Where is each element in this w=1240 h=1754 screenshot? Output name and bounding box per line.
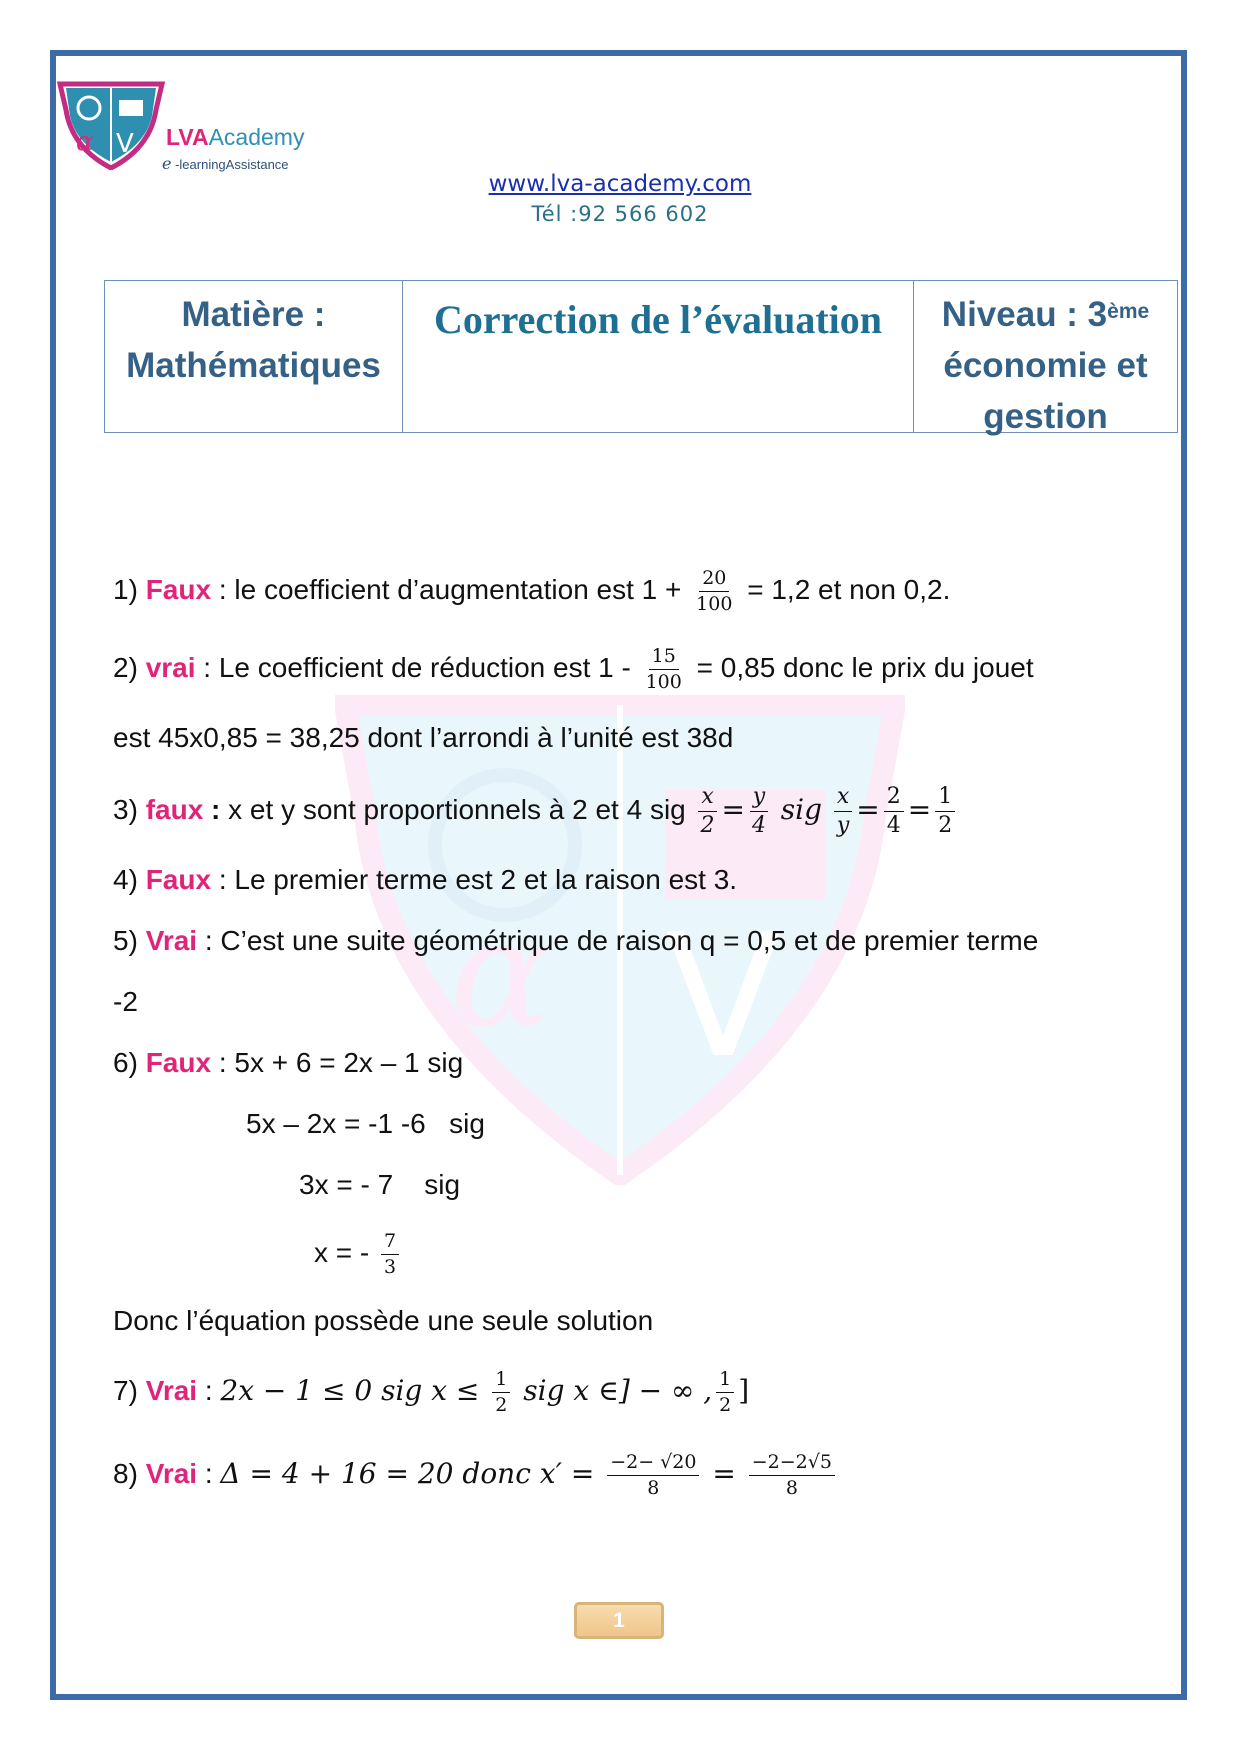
level-line-3: gestion [983,397,1108,436]
answer-3 [113,786,959,837]
fraction-numerator: y [750,786,768,812]
answer-verdict: Vrai [145,925,198,956]
fraction-1-over-2 [935,786,955,837]
fraction-7-over-3 [381,1232,399,1277]
answer-6 [113,1049,463,1077]
answer-number: 7) [113,1374,146,1406]
answer-text-after: = 0,85 donc le prix du jouet [688,651,1034,683]
fraction-numerator: 1 [492,1370,510,1393]
tagline-e: e [162,154,172,173]
lva-shield-logo-icon [56,80,166,170]
answer-6-conclusion: Donc l’équation possède une seule solution [113,1305,654,1336]
fraction-1-over-2 [716,1370,734,1415]
fraction-denominator: 2 [938,813,953,838]
answer-text: : C’est une suite géométrique de raison q = 0,5 et de premier terme [197,925,1039,956]
svg-text:V: V [665,898,782,1096]
answer-verdict: Vrai [145,1457,198,1489]
answer-6-step-1: 5x – 2x = -1 -6 sig [246,1108,485,1139]
fraction-denominator: 3 [384,1256,397,1278]
answer-verdict: vrai [145,651,196,683]
fraction-numerator: −2−2√5 [749,1453,835,1476]
fraction-root-5 [749,1453,835,1498]
answer-number: 5) [113,925,146,956]
answer-text: : [197,1374,221,1406]
math-expression: Δ = 4 + 16 = 20 donc x′ = [220,1456,604,1490]
answer-text: : le coefficient d’augmentation est 1 + [211,573,690,605]
website-link[interactable]: www.lva-academy.com [488,171,752,197]
fraction-y-over-4 [749,786,769,837]
answer-number: 8) [113,1457,146,1489]
fraction-numerator: 20 [699,569,729,592]
fraction-denominator: y [836,813,850,838]
subject-value: Mathématiques [126,346,381,385]
answer-8 [113,1453,839,1498]
svg-text:V: V [116,129,134,159]
brand-lva: LVA [166,124,209,150]
fraction-x-over-2 [698,786,718,837]
answer-number: 6) [113,1047,146,1078]
answer-verdict: faux [145,793,204,825]
fraction-denominator: 4 [752,813,766,838]
fraction-denominator: 8 [647,1477,660,1499]
svg-text:α: α [76,127,94,157]
fraction-numerator: 15 [649,647,679,670]
phone-number: Tél :92 566 602 [531,202,709,226]
answer-number: 2) [113,651,146,683]
math-expression: 2x − 1 ≤ 0 sig x ≤ [220,1373,489,1407]
answer-text: : 5x + 6 = 2x – 1 sig [211,1047,464,1078]
answer-text: x = - [314,1236,378,1268]
answer-6-step-3 [314,1232,403,1277]
document-title: Correction de l’évaluation [433,297,883,342]
fraction [643,647,685,692]
page-number: 1 [574,1602,664,1639]
fraction-numerator: x [698,786,716,812]
level-line-1 [914,289,1177,340]
fraction-numerator: 1 [935,786,955,812]
answer-text: : [197,1457,221,1489]
answer-number: 4) [113,864,146,895]
answer-verdict: Faux [145,864,212,895]
level-line-2: économie et [943,346,1148,385]
fraction-numerator: 2 [884,786,904,812]
fraction-denominator: 8 [785,1477,798,1499]
fraction-denominator: 100 [696,593,733,615]
answer-2 [113,647,1034,692]
answer-text: x et y sont proportionnels à 2 et 4 sig [220,793,694,825]
answer-4 [113,866,737,894]
fraction-denominator: 2 [495,1394,508,1416]
answer-2-line-2: est 45x0,85 = 38,25 dont l’arrondi à l’unité est 38d [113,722,734,753]
fraction-root-20 [607,1453,699,1498]
answer-5 [113,927,1038,955]
sig-word: sig [780,792,823,826]
level-sup: ème [1107,300,1150,323]
equals-sign: = [721,792,745,826]
fraction-denominator: 2 [700,813,715,838]
fraction-numerator: 7 [381,1232,399,1255]
svg-text:α: α [450,887,552,1061]
equals-sign: = [703,1456,745,1490]
title-cell [403,281,914,432]
math-expression: sig x ∈] − ∞ , [514,1373,713,1407]
answer-1 [113,569,950,614]
fraction-numerator: −2− √20 [607,1453,699,1476]
fraction-x-over-y [834,786,852,837]
answer-5-line-2: -2 [113,986,138,1017]
answer-text: : Le coefficient de réduction est 1 - [195,651,639,683]
answer-text: : Le premier terme est 2 et la raison est 3. [211,864,738,895]
fraction-denominator: 100 [645,671,682,693]
website-container [0,171,1240,197]
fraction-2-over-4 [884,786,904,837]
level-prefix: Niveau : 3 [941,295,1108,334]
answer-7 [113,1370,749,1415]
fraction [693,569,735,614]
answer-number: 3) [113,793,146,825]
answer-text-after: = 1,2 et non 0,2. [739,573,951,605]
answer-6-step-2: 3x = - 7 sig [299,1169,461,1200]
equals-sign: = [856,792,880,826]
answer-verdict: Faux [145,573,212,605]
fraction-denominator: 2 [719,1394,732,1416]
answer-verdict: Faux [145,1047,212,1078]
tagline-rest: -learningAssistance [171,157,289,172]
title-table [104,280,1178,436]
subject-cell [105,281,403,432]
answer-colon: : [203,793,221,825]
fraction-numerator: 1 [716,1370,734,1393]
fraction-denominator: 4 [886,813,901,838]
equals-sign: = [907,792,932,826]
brand-name [166,124,304,151]
fraction-numerator: x [834,786,852,812]
answer-number: 1) [113,573,146,605]
answer-verdict: Vrai [145,1374,198,1406]
fraction-1-over-2 [492,1370,510,1415]
closing-bracket: ] [738,1373,750,1407]
brand-academy: Academy [208,124,305,150]
level-cell [914,281,1177,436]
subject-label: Matière : [181,295,326,334]
